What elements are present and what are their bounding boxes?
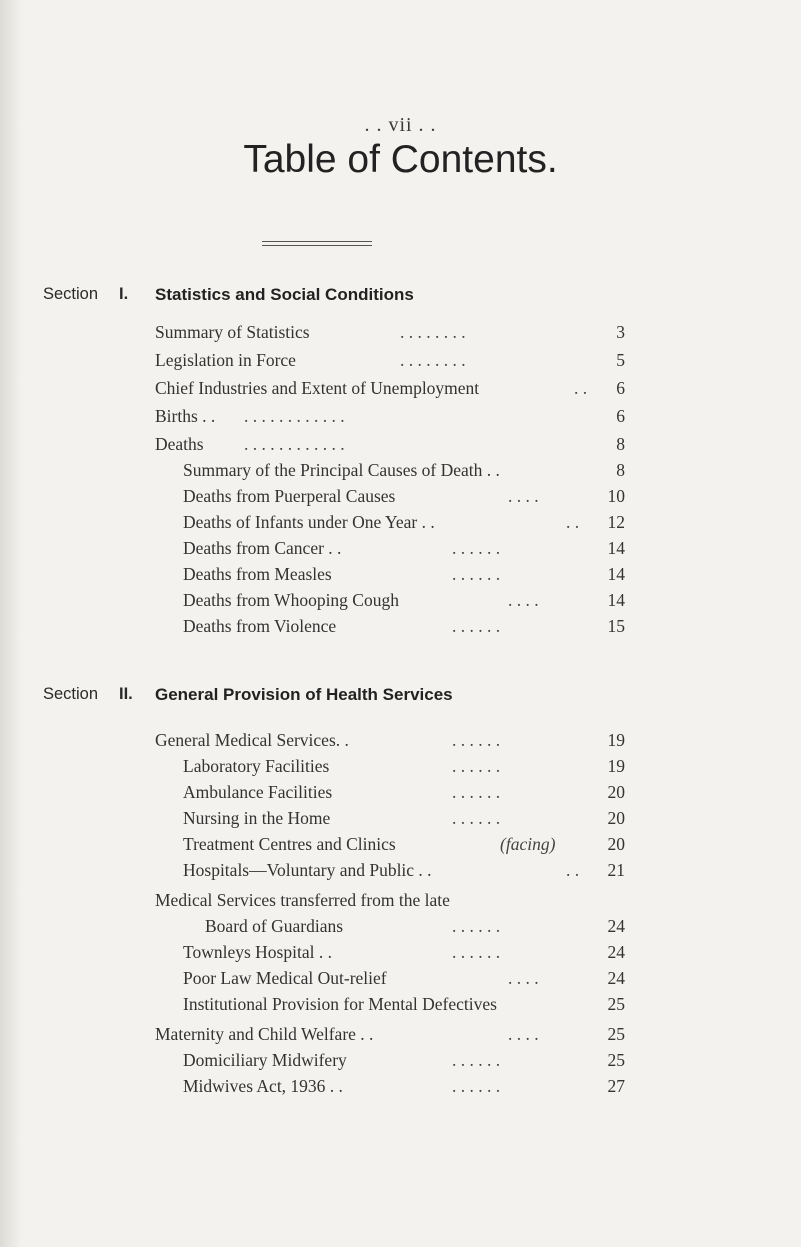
toc-entry-text: Treatment Centres and Clinics xyxy=(183,834,396,854)
toc-entry xyxy=(0,590,801,614)
leader-dots: . . xyxy=(566,512,580,532)
toc-entry xyxy=(0,782,801,806)
leader-dots: . . . . . . xyxy=(452,756,501,776)
leader-dots: . . . . . . xyxy=(452,916,501,936)
toc-entry-text: Deaths xyxy=(155,434,204,454)
toc-entry-page: 15 xyxy=(607,616,625,636)
toc-entry xyxy=(0,538,801,562)
toc-entry-text: Births . . xyxy=(155,406,216,426)
section-number: II. xyxy=(119,685,133,703)
toc-entry-page: 25 xyxy=(607,1024,625,1044)
toc-entry-text: Laboratory Facilities xyxy=(183,756,330,776)
toc-entry-page: 14 xyxy=(607,564,625,584)
toc-entry-page: 12 xyxy=(607,512,625,532)
toc-entry-text: Ambulance Facilities xyxy=(183,782,333,802)
toc-entry-page: 19 xyxy=(607,730,625,750)
toc-entry-text: Chief Industries and Extent of Unemployment xyxy=(155,378,480,398)
section-title: Statistics and Social Conditions xyxy=(155,285,414,304)
toc-entry-text: General Medical Services. . xyxy=(155,730,349,750)
leader-dots: . . . . . . xyxy=(452,808,501,828)
toc-entry-page: 24 xyxy=(607,968,625,988)
toc-entry-page: 25 xyxy=(607,994,625,1014)
toc-entry-text: Maternity and Child Welfare . . xyxy=(155,1024,374,1044)
toc-entry-text: Midwives Act, 1936 . . xyxy=(183,1076,343,1096)
toc-entry-page: 27 xyxy=(607,1076,625,1096)
toc-entry-text: Medical Services transferred from the late xyxy=(155,890,450,910)
leader-dots: . . . . . . xyxy=(452,942,501,962)
toc-entry-text: Deaths from Violence xyxy=(183,616,337,636)
title-rule-top xyxy=(262,241,372,242)
leader-dots: . . . . . . . . . . . . xyxy=(244,434,345,454)
leader-dots: . . . . . . xyxy=(452,1076,501,1096)
toc-entry xyxy=(0,1024,801,1048)
toc-entry-text: Summary of Statistics xyxy=(155,322,310,342)
toc-entry xyxy=(0,512,801,536)
leader-dots: . . . . . . . . . . . . xyxy=(244,406,345,426)
toc-entry xyxy=(0,406,801,430)
toc-entry xyxy=(0,486,801,510)
toc-entry xyxy=(0,968,801,992)
toc-entry-page: 20 xyxy=(607,808,625,828)
toc-entry-page: 6 xyxy=(616,406,625,426)
toc-entry xyxy=(0,756,801,780)
toc-entry-page: 5 xyxy=(616,350,625,370)
toc-entry xyxy=(0,460,801,484)
toc-entry-text: Poor Law Medical Out-relief xyxy=(183,968,387,988)
toc-entry-page: 6 xyxy=(616,378,625,398)
toc-entry-page: 20 xyxy=(607,782,625,802)
toc-entry-text: Deaths from Whooping Cough xyxy=(183,590,399,610)
toc-entry-text: Domiciliary Midwifery xyxy=(183,1050,347,1070)
toc-entry-page: 3 xyxy=(616,322,625,342)
toc-entry xyxy=(0,808,801,832)
leader-dots: . . . . xyxy=(508,590,539,610)
toc-entry-page: 24 xyxy=(607,942,625,962)
page-number: . . vii . . xyxy=(364,114,437,136)
toc-entry-page: 20 xyxy=(607,834,625,854)
toc-entry xyxy=(0,1050,801,1074)
toc-entry xyxy=(0,834,801,858)
toc-entry xyxy=(0,890,801,914)
leader-dots: . . . . xyxy=(508,968,539,988)
toc-entry xyxy=(0,616,801,640)
toc-entry-text: Legislation in Force xyxy=(155,350,296,370)
toc-entry xyxy=(0,1076,801,1100)
page-title: Table of Contents. xyxy=(243,138,558,181)
toc-entry-page: 8 xyxy=(616,460,625,480)
toc-entry-page: 10 xyxy=(607,486,625,506)
leader-dots: . . . . xyxy=(508,486,539,506)
leader-dots: . . xyxy=(566,860,580,880)
toc-entry-text: Institutional Provision for Mental Defectives xyxy=(183,994,497,1014)
facing-note: (facing) xyxy=(500,834,556,854)
section-label: Section xyxy=(43,285,99,303)
toc-entry xyxy=(0,916,801,940)
toc-entry-page: 14 xyxy=(607,538,625,558)
toc-entry-text: Nursing in the Home xyxy=(183,808,331,828)
toc-entry xyxy=(0,860,801,884)
toc-entry-page: 24 xyxy=(607,916,625,936)
toc-entry-page: 8 xyxy=(616,434,625,454)
leader-dots: . . . . . . xyxy=(452,564,501,584)
toc-entry xyxy=(0,730,801,754)
leader-dots: . . . . . . . . xyxy=(400,322,466,342)
leader-dots: . . . . . . xyxy=(452,730,501,750)
toc-entry-text: Townleys Hospital . . xyxy=(183,942,332,962)
toc-entry-page: 14 xyxy=(607,590,625,610)
section-title: General Provision of Health Services xyxy=(155,685,453,704)
leader-dots: . . . . . . xyxy=(452,616,501,636)
toc-entry-text: Summary of the Principal Causes of Death . . xyxy=(183,460,500,480)
title-rule-bottom xyxy=(262,245,372,246)
toc-entry-text: Hospitals—Voluntary and Public . . xyxy=(183,860,432,880)
toc-entry-text: Deaths from Cancer . . xyxy=(183,538,342,558)
toc-entry xyxy=(0,994,801,1018)
toc-entry-text: Board of Guardians xyxy=(205,916,344,936)
leader-dots: . . . . . . xyxy=(452,782,501,802)
toc-entry-text: Deaths from Measles xyxy=(183,564,332,584)
toc-entry xyxy=(0,322,801,346)
toc-entry-page: 19 xyxy=(607,756,625,776)
toc-entry xyxy=(0,942,801,966)
toc-entry xyxy=(0,434,801,458)
leader-dots: . . . . xyxy=(508,1024,539,1044)
toc-entry-page: 21 xyxy=(607,860,625,880)
section-number: I. xyxy=(119,285,129,303)
toc-entry-text: Deaths from Puerperal Causes xyxy=(183,486,396,506)
leader-dots: . . . . . . . . xyxy=(400,350,466,370)
toc-entry-page: 25 xyxy=(607,1050,625,1070)
section-label: Section xyxy=(43,685,99,703)
toc-entry xyxy=(0,564,801,588)
leader-dots: . . . . . . xyxy=(452,1050,501,1070)
leader-dots: . . xyxy=(574,378,588,398)
toc-entry xyxy=(0,350,801,374)
toc-entry-text: Deaths of Infants under One Year . . xyxy=(183,512,435,532)
toc-entry xyxy=(0,378,801,402)
leader-dots: . . . . . . xyxy=(452,538,501,558)
